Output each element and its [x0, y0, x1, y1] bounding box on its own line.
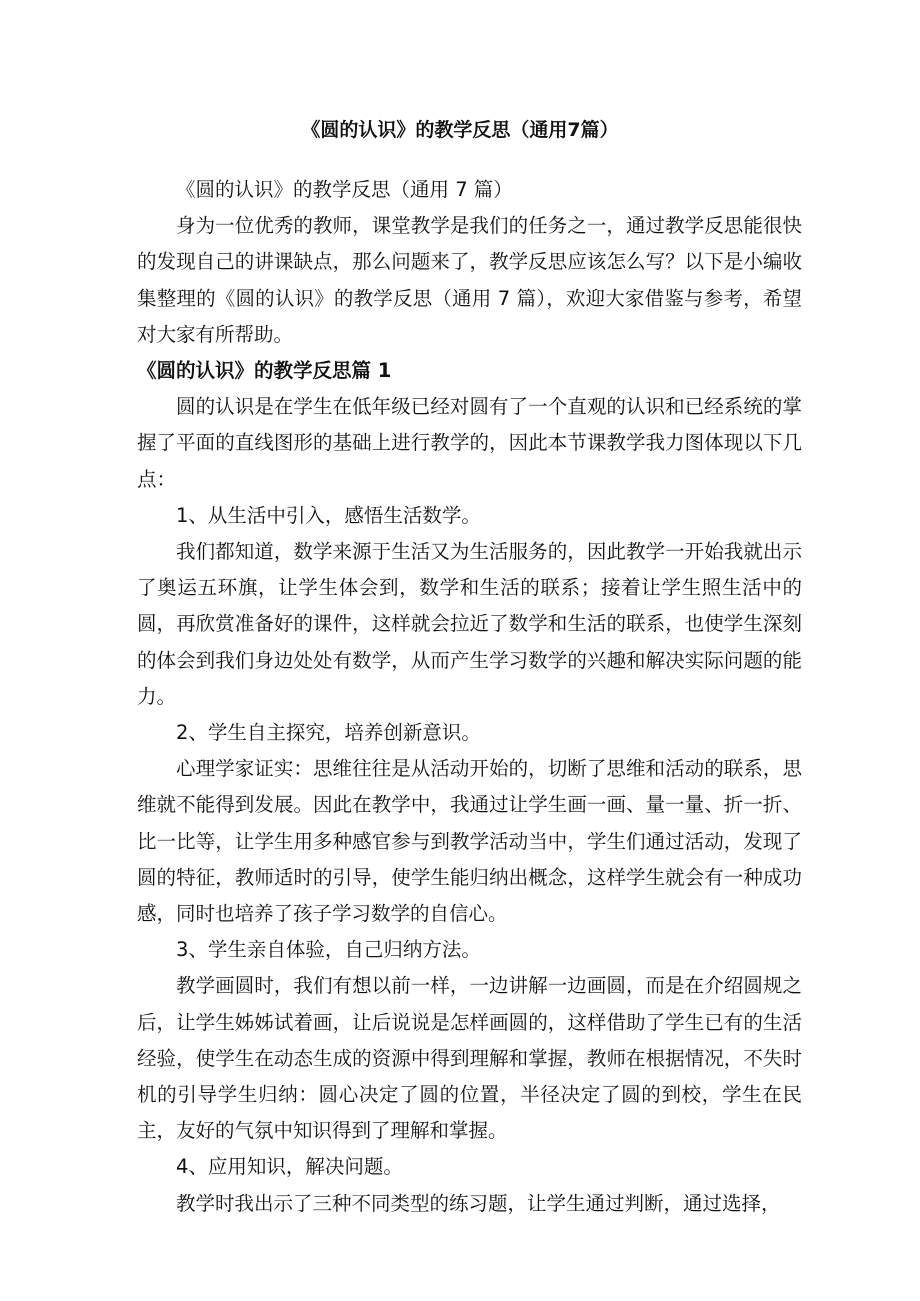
document-title: 《圆的认识》的教学反思（通用7篇）	[301, 119, 619, 141]
list-point-4: 4、应用知识，解决问题。	[176, 1155, 403, 1179]
list-point-2: 2、学生自主探究，培养创新意识。	[176, 721, 481, 745]
section-heading: 《圆的认识》的教学反思篇 1	[137, 359, 392, 383]
body-paragraph: 教学时我出示了三种不同类型的练习题，让学生通过判断，通过选择，	[176, 1191, 781, 1215]
document-body	[137, 172, 802, 1222]
list-point-3: 3、学生亲自体验，自己归纳方法。	[176, 938, 481, 962]
list-point-1: 1、从生活中引入，感悟生活数学。	[176, 503, 481, 527]
body-paragraph: 圆的认识是在学生在低年级已经对圆有了一个直观的认识和已经系统的掌握了平面的直线图形的基础上进行教学的，因此本节课教学我力图体现以下几点：	[137, 395, 802, 491]
body-paragraph: 心理学家证实：思维往往是从活动开始的，切断了思维和活动的联系，思维就不能得到发展。因此在教学中，我通过让学生画一画、量一量、折一折、比一比等，让学生用多种感官参与到教学活动当中，学生们通过活动，发现了圆的特征，教师适时的引导，使学生能归纳出概念，这样学生就会有一种成功感，同时也培养了孩子学习数学的自信心。	[137, 757, 802, 926]
document-subtitle: 《圆的认识》的教学反思（通用 7 篇）	[176, 178, 513, 201]
intro-paragraph: 身为一位优秀的教师，课堂教学是我们的任务之一，通过教学反思能很快的发现自己的讲课缺点，那么问题来了，教学反思应该怎么写？以下是小编收集整理的《圆的认识》的教学反思（通用 7 篇），欢迎大家借鉴与参考，希望对大家有所帮助。	[137, 214, 802, 346]
body-paragraph: 我们都知道，数学来源于生活又为生活服务的，因此教学一开始我就出示了奥运五环旗，让学生体会到，数学和生活的联系；接着让学生照生活中的圆，再欣赏准备好的课件，这样就会拉近了数学和生活的联系，也使学生深刻的体会到我们身边处处有数学，从而产生学习数学的兴趣和解决实际问题的能力。	[137, 540, 802, 708]
body-paragraph: 教学画圆时，我们有想以前一样，一边讲解一边画圆，而是在介绍圆规之后，让学生姊姊试着画，让后说说是怎样画圆的，这样借助了学生已有的生活经验，使学生在动态生成的资源中得到理解和掌握，教师在根据情况，不失时机的引导学生归纳：圆心决定了圆的位置，半径决定了圆的到校，学生在民主，友好的气氛中知识得到了理解和掌握。	[137, 974, 802, 1143]
